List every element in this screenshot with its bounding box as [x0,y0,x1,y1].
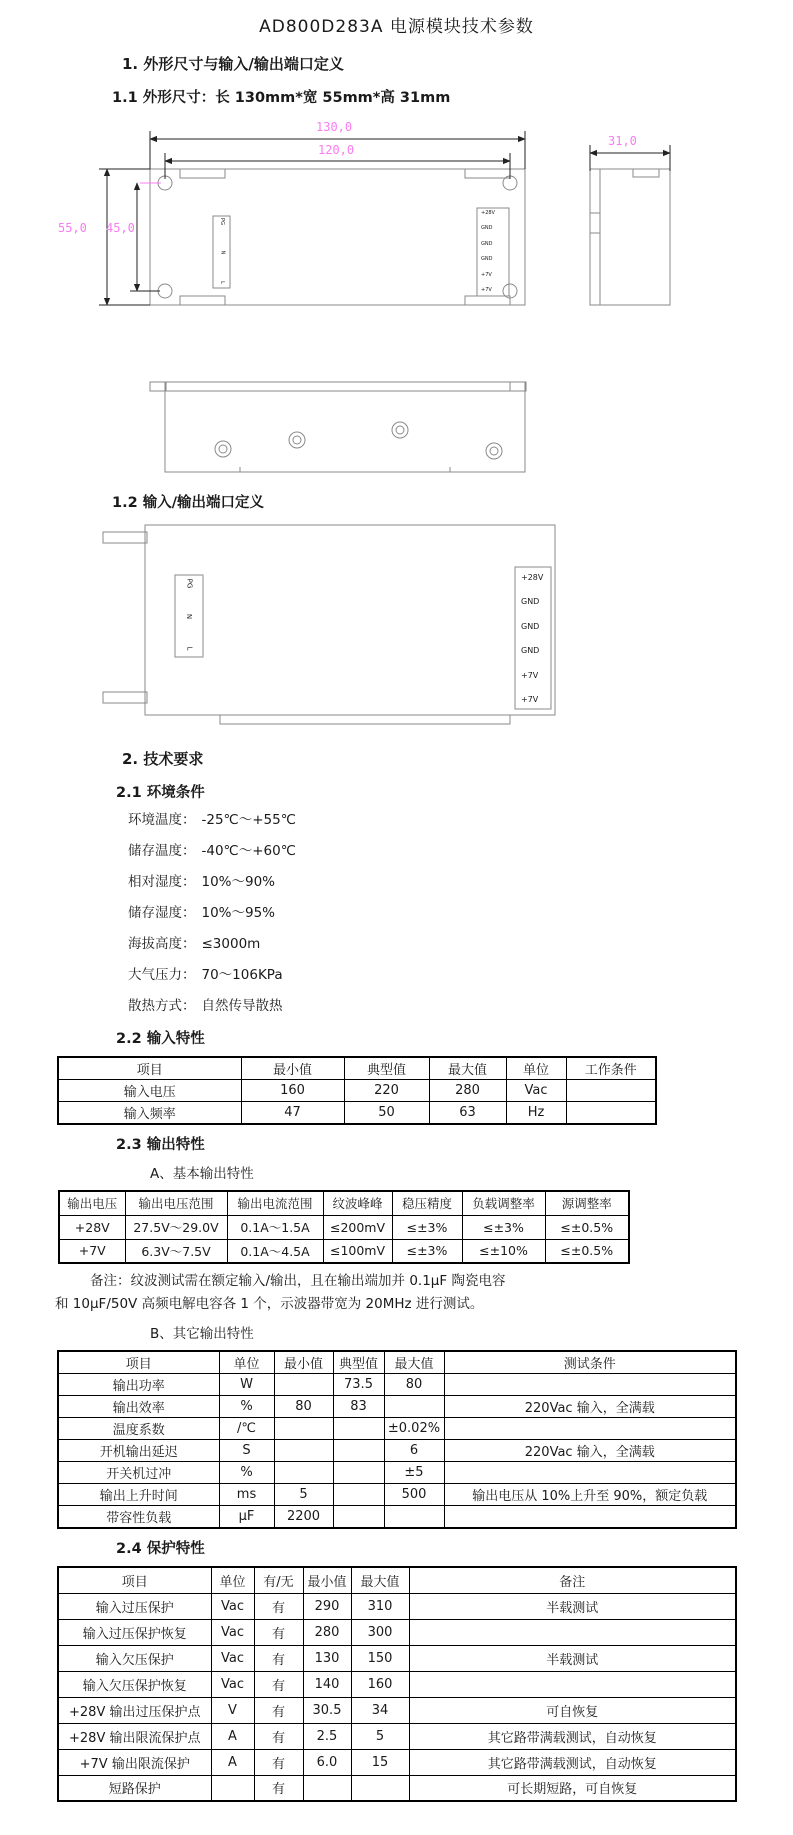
table-cell: ±5 [384,1462,444,1484]
column-header: 纹波峰峰 [323,1191,392,1215]
column-header: 源调整率 [545,1191,629,1215]
note-line-1: 备注：纹波测试需在额定输入/输出，且在输出端加并 0.1μF 陶瓷电容 [90,1273,506,1289]
table-cell: 6 [384,1440,444,1462]
table-cell: Vac [211,1593,254,1619]
column-header: 单位 [219,1351,274,1374]
table-cell: 6.3V～7.5V [125,1239,227,1263]
env-condition [128,841,793,862]
table-cell: 有 [254,1749,303,1775]
column-header: 输出电压 [59,1191,125,1215]
table-cell [333,1462,384,1484]
table-cell: 220 [344,1080,429,1102]
section-2-heading: 2. 技术要求 [122,750,204,768]
table-cell: 有 [254,1697,303,1723]
section-1-1-heading: 1.1 外形尺寸：长 130mm*宽 55mm*高 31mm [112,90,451,106]
pin-label: PG [218,218,225,225]
table-cell: 有 [254,1723,303,1749]
env-label: 储存温度： [128,843,196,859]
table-cell: +28V 输出限流保护点 [58,1723,211,1749]
table-cell [333,1418,384,1440]
table-cell: 输出效率 [58,1396,219,1418]
table-cell: 27.5V～29.0V [125,1215,227,1239]
table-cell: W [219,1374,274,1396]
table-cell: 6.0 [303,1749,351,1775]
environment-conditions [128,810,793,1017]
input-pin-labels [179,580,199,652]
table-cell: +7V 输出限流保护 [58,1749,211,1775]
table-row [58,1593,736,1619]
section-1-heading: 1. 外形尺寸与输入/输出端口定义 [122,55,344,73]
dimension-drawing [0,115,780,483]
column-header: 最小值 [241,1057,344,1080]
section-2-2-heading: 2.2 输入特性 [116,1031,205,1047]
column-header: 单位 [506,1057,566,1080]
table-cell: 220Vac 输入，全满载 [444,1396,736,1418]
ripple-test-note [0,1270,793,1316]
table-cell: 160 [241,1080,344,1102]
table-cell [303,1775,351,1801]
table-cell: 83 [333,1396,384,1418]
table-row [59,1239,629,1263]
pin-label: N [185,613,194,619]
table-cell [351,1775,409,1801]
pin-label: +7V [521,694,539,704]
basic-output-table [58,1190,630,1264]
env-condition [128,934,793,955]
dim-length-label: 130,0 [316,120,353,134]
table-cell: % [219,1396,274,1418]
table-cell: Hz [506,1102,566,1125]
pin-label: N [219,250,225,254]
table-cell [274,1440,333,1462]
table-cell: ≤±0.5% [545,1239,629,1263]
table-cell [211,1775,254,1801]
table-cell: ≤200mV [323,1215,392,1239]
table-header-row [59,1191,629,1215]
table-cell: ≤±10% [462,1239,545,1263]
table-cell: A [211,1749,254,1775]
env-label: 相对湿度： [128,874,196,890]
env-label: 散热方式： [128,998,196,1014]
table-cell [384,1506,444,1529]
table-cell: 300 [351,1619,409,1645]
table-cell [274,1374,333,1396]
table-cell: 280 [429,1080,506,1102]
table-row [58,1671,736,1697]
pin-label: PG [185,578,194,589]
pin-label: GND [521,597,540,607]
column-header: 最大值 [351,1567,409,1593]
table-cell: +7V [59,1239,125,1263]
column-header: 典型值 [344,1057,429,1080]
table-cell: 150 [351,1645,409,1671]
table-row [58,1775,736,1801]
table-cell: 输入欠压保护 [58,1645,211,1671]
table-cell: 输出上升时间 [58,1484,219,1506]
pin-label: +28V [481,210,495,216]
env-value: ≤3000m [201,936,261,952]
table-cell: 其它路带满载测试，自动恢复 [409,1723,736,1749]
pin-label: L [185,646,194,651]
column-header: 项目 [58,1351,219,1374]
table-cell [566,1102,656,1125]
table-cell: 5 [274,1484,333,1506]
port-view [103,525,555,724]
section-1-2-heading: 1.2 输入/输出端口定义 [112,495,265,511]
pin-label: +7V [481,271,492,278]
table-row [58,1080,656,1102]
table-cell: S [219,1440,274,1462]
table-row [58,1374,736,1396]
column-header: 备注 [409,1567,736,1593]
column-header: 单位 [211,1567,254,1593]
table-cell: 输入频率 [58,1102,241,1125]
env-label: 大气压力： [128,967,196,983]
dim-depth-label: 31,0 [608,134,637,148]
table-cell: 80 [274,1396,333,1418]
column-header: 负载调整率 [462,1191,545,1215]
section-2-1-heading: 2.1 环境条件 [116,785,205,801]
column-header: 最大值 [429,1057,506,1080]
table-cell [444,1418,736,1440]
column-header: 项目 [58,1567,211,1593]
table-cell: ≤±0.5% [545,1215,629,1239]
port-definition-drawing [0,520,780,738]
table-cell: /℃ [219,1418,274,1440]
input-characteristics-table [57,1056,657,1125]
table-cell: ≤±3% [392,1239,462,1263]
env-value: -40℃～+60℃ [201,843,296,859]
table-row [58,1749,736,1775]
table-cell [444,1374,736,1396]
column-header: 最小值 [303,1567,351,1593]
table-header-row [58,1567,736,1593]
table-cell [274,1462,333,1484]
table-cell: 可自恢复 [409,1697,736,1723]
table-cell: 2200 [274,1506,333,1529]
column-header: 测试条件 [444,1351,736,1374]
table-cell: 短路保护 [58,1775,211,1801]
table-cell: +28V 输出过压保护点 [58,1697,211,1723]
env-condition [128,810,793,831]
table-cell: 其它路带满载测试，自动恢复 [409,1749,736,1775]
document-title: AD800D283A 电源模块技术参数 [259,17,534,37]
table-cell: 220Vac 输入，全满载 [444,1440,736,1462]
table-cell: Vac [211,1645,254,1671]
table-cell: 输入欠压保护恢复 [58,1671,211,1697]
pin-label: GND [481,240,493,247]
table-cell [384,1396,444,1418]
pin-label: L [218,281,225,284]
column-header: 工作条件 [566,1057,656,1080]
table-cell [444,1506,736,1529]
column-header: 有/无 [254,1567,303,1593]
dim-inner-length-label: 120,0 [318,143,355,157]
column-header: 最大值 [384,1351,444,1374]
table-cell: 310 [351,1593,409,1619]
table-cell: +28V [59,1215,125,1239]
table-cell: 160 [351,1671,409,1697]
column-header: 输出电压范围 [125,1191,227,1215]
table-row [58,1484,736,1506]
table-cell: 半载测试 [409,1593,736,1619]
bottom-view [150,382,526,472]
env-value: 自然传导散热 [201,998,283,1014]
pin-label: +28V [521,573,544,582]
table-cell: ≤±3% [462,1215,545,1239]
side-view [590,169,670,305]
table-cell: 输入过压保护 [58,1593,211,1619]
table-cell: ≤100mV [323,1239,392,1263]
port-drawing-svg [0,520,780,738]
table-cell: 带容性负载 [58,1506,219,1529]
table-cell: 有 [254,1593,303,1619]
table-cell [444,1462,736,1484]
table-cell: 有 [254,1619,303,1645]
table-cell: 50 [344,1102,429,1125]
side-view-dimension [590,145,670,171]
table-cell: 输出电压从 10%上升至 90%，额定负载 [444,1484,736,1506]
section-2-3-heading: 2.3 输出特性 [116,1137,205,1153]
table-cell: 73.5 [333,1374,384,1396]
protection-table [57,1566,737,1802]
table-cell [333,1440,384,1462]
table-row [58,1102,656,1125]
table-cell: 有 [254,1645,303,1671]
table-cell: V [211,1697,254,1723]
table-cell: 5 [351,1723,409,1749]
env-label: 储存湿度： [128,905,196,921]
env-label: 海拔高度： [128,936,196,952]
section-2-4-heading: 2.4 保护特性 [116,1541,205,1557]
table-cell: 输入过压保护恢复 [58,1619,211,1645]
input-pin-labels [214,219,229,285]
env-label: 环境温度： [128,812,196,828]
table-cell [274,1418,333,1440]
column-header: 项目 [58,1057,241,1080]
note-line-2: 和 10μF/50V 高频电解电容各 1 个，示波器带宽为 20MHz 进行测试。 [55,1296,484,1312]
table-row [58,1619,736,1645]
env-value: -25℃～+55℃ [201,812,296,828]
table-row [58,1418,736,1440]
env-condition [128,965,793,986]
table-cell: Vac [211,1619,254,1645]
env-condition [128,903,793,924]
table-cell: ≤±3% [392,1215,462,1239]
output-pin-labels [521,574,551,704]
pin-label: GND [521,621,540,631]
pin-label: GND [521,646,540,656]
table-cell: 有 [254,1775,303,1801]
table-cell [566,1080,656,1102]
table-cell: 500 [384,1484,444,1506]
table-cell: % [219,1462,274,1484]
table-cell [409,1671,736,1697]
env-value: 10%～95% [201,905,276,921]
table-cell: 可长期短路，可自恢复 [409,1775,736,1801]
table-cell [333,1506,384,1529]
table-cell: 0.1A～1.5A [227,1215,323,1239]
dimension-drawing-svg [0,115,780,483]
top-view [150,169,525,305]
table-cell [409,1619,736,1645]
column-header: 典型值 [333,1351,384,1374]
other-output-table [57,1350,737,1529]
table-cell: 63 [429,1102,506,1125]
table-cell: 80 [384,1374,444,1396]
table-cell [333,1484,384,1506]
env-condition [128,996,793,1017]
pin-label: GND [481,256,493,263]
env-value: 70～106KPa [201,967,283,983]
table-cell: Vac [211,1671,254,1697]
dim-width-label: 55,0 [58,221,87,235]
table-row [58,1697,736,1723]
table-cell: A [211,1723,254,1749]
section-2-3a-heading: A、基本输出特性 [150,1166,254,1182]
table-cell: 34 [351,1697,409,1723]
pin-label: +7V [481,286,492,293]
table-header-row [58,1057,656,1080]
table-cell: 半载测试 [409,1645,736,1671]
column-header: 稳压精度 [392,1191,462,1215]
pin-label: +7V [521,670,539,680]
table-row [58,1723,736,1749]
table-header-row [58,1351,736,1374]
table-cell: Vac [506,1080,566,1102]
table-cell: 290 [303,1593,351,1619]
env-condition [128,872,793,893]
table-cell: 0.1A～4.5A [227,1239,323,1263]
table-cell: 280 [303,1619,351,1645]
table-cell: 温度系数 [58,1418,219,1440]
table-cell: μF [219,1506,274,1529]
column-header: 输出电流范围 [227,1191,323,1215]
env-value: 10%～90% [201,874,276,890]
table-cell: ms [219,1484,274,1506]
table-cell: 2.5 [303,1723,351,1749]
table-row [58,1440,736,1462]
dim-inner-width-label: 45,0 [106,221,135,235]
table-cell: 47 [241,1102,344,1125]
column-header: 最小值 [274,1351,333,1374]
table-cell: 开机输出延迟 [58,1440,219,1462]
table-row [58,1462,736,1484]
table-row [59,1215,629,1239]
dimension-lines [99,131,525,305]
table-cell: 输出功率 [58,1374,219,1396]
table-cell: 15 [351,1749,409,1775]
table-cell: 有 [254,1671,303,1697]
table-cell: 开关机过冲 [58,1462,219,1484]
pin-label: GND [481,225,493,232]
table-cell: 130 [303,1645,351,1671]
table-row [58,1396,736,1418]
table-cell: ±0.02% [384,1418,444,1440]
table-cell: 140 [303,1671,351,1697]
section-2-3b-heading: B、其它输出特性 [150,1326,254,1342]
table-cell: 输入电压 [58,1080,241,1102]
table-cell: 30.5 [303,1697,351,1723]
table-row [58,1506,736,1529]
output-pin-labels [479,211,509,293]
table-row [58,1645,736,1671]
